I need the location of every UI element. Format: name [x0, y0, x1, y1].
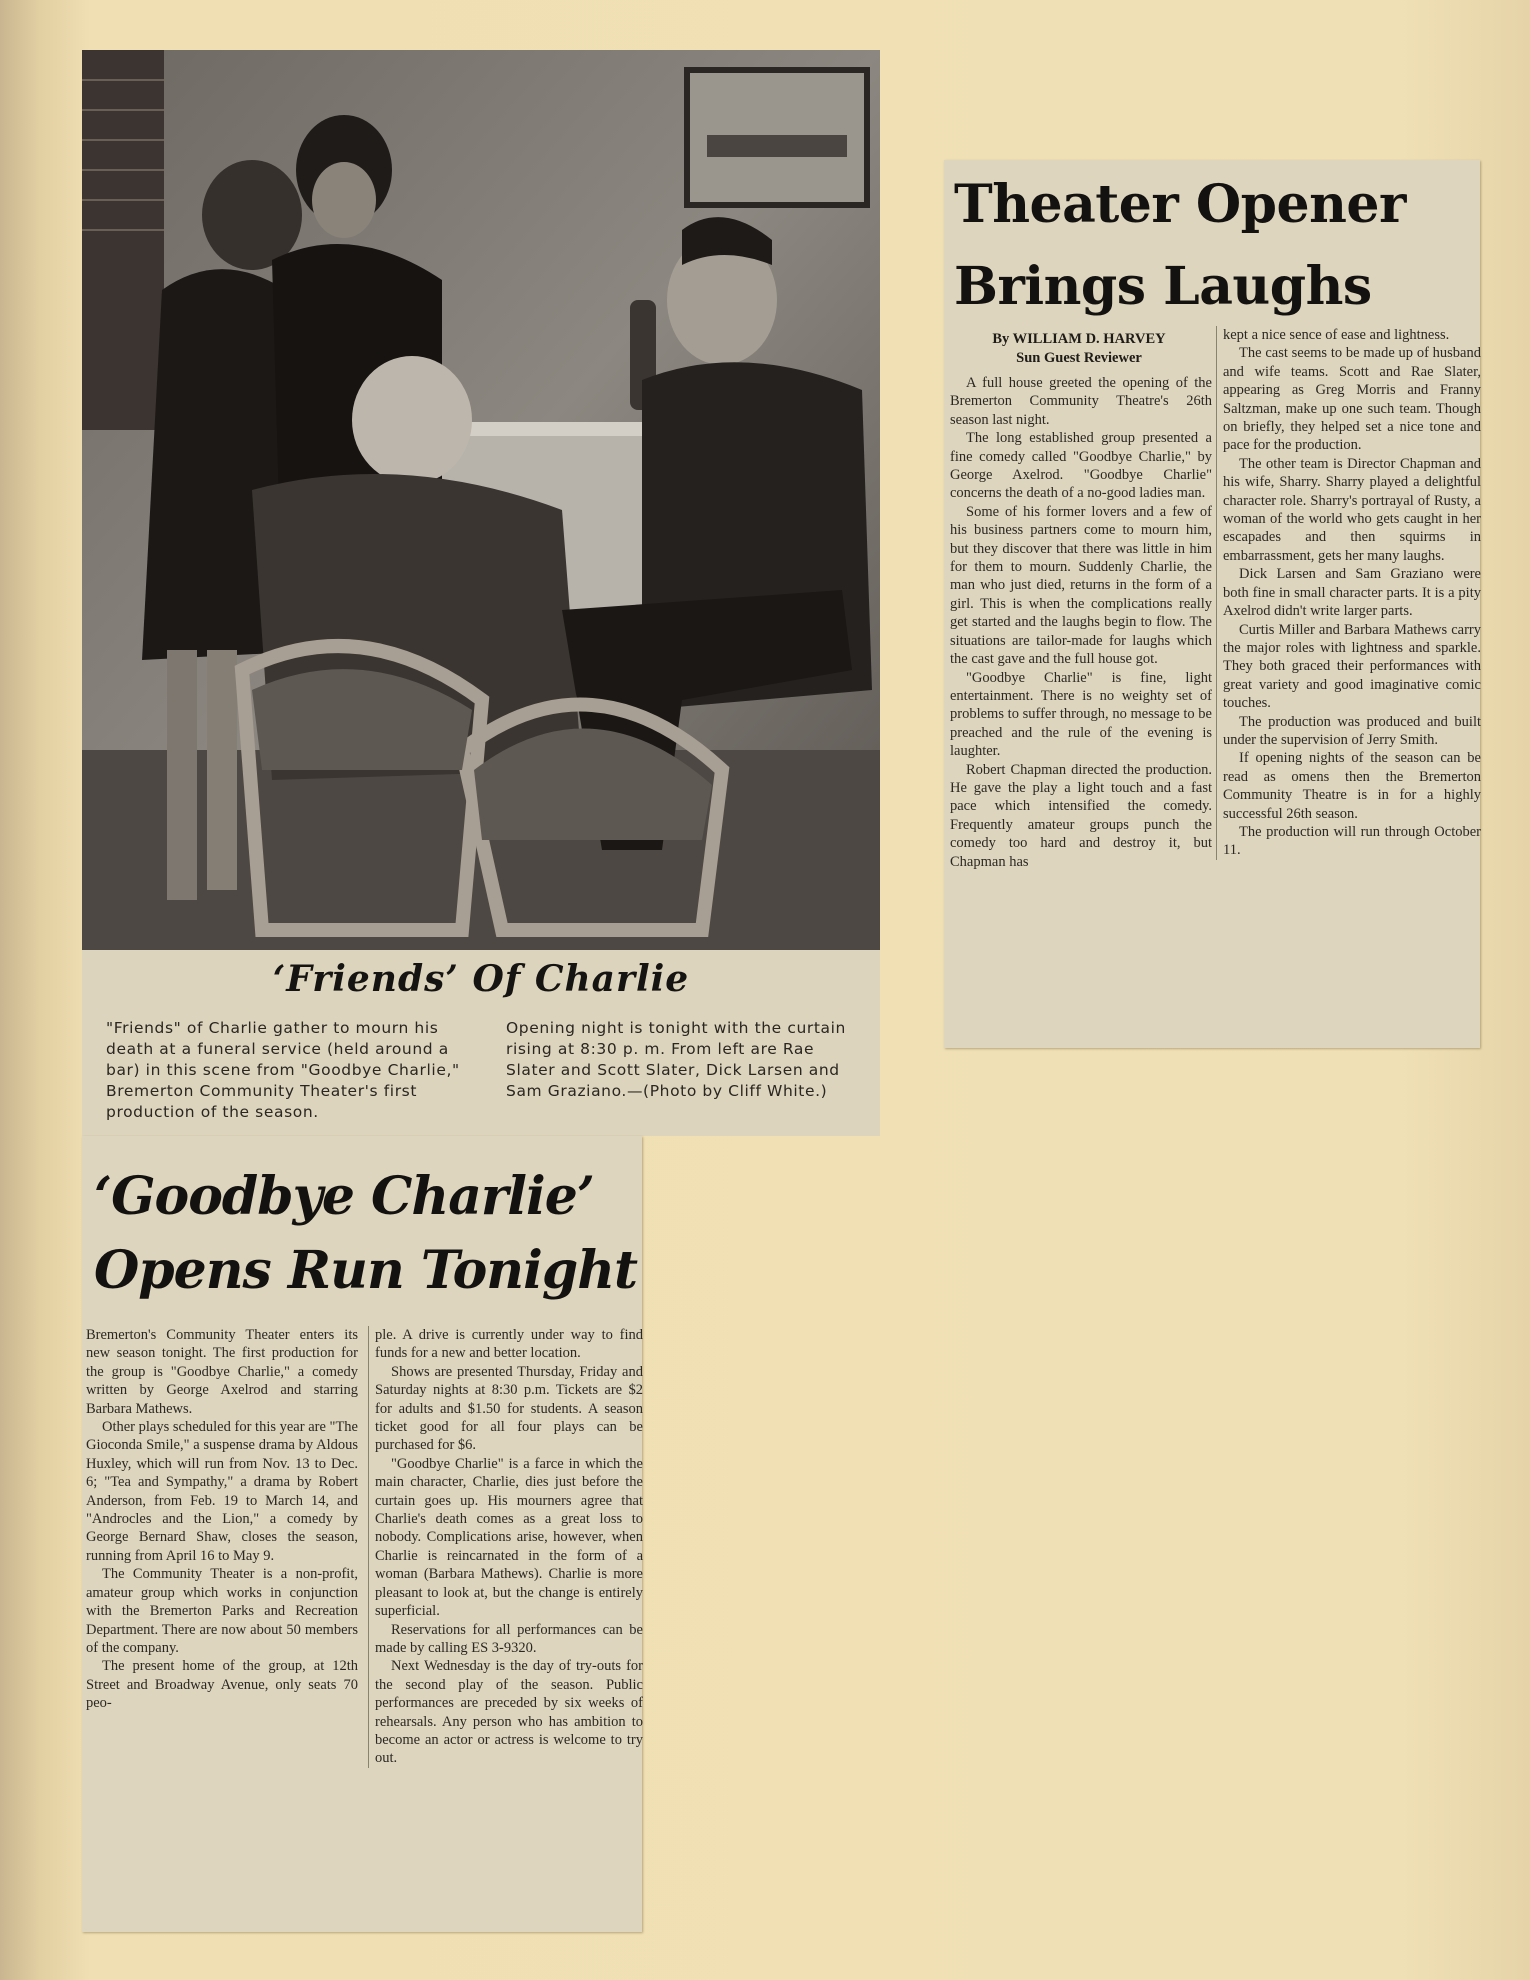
headline-line: Brings Laughs [954, 256, 1372, 317]
article-headline [954, 164, 1474, 328]
paragraph: Shows are presented Thursday, Friday and Saturday nights at 8:30 p.m. Tickets are $2 for adults and $1.50 for students. A season ticket good for all four plays can be purchased for $6. [375, 1363, 643, 1454]
paragraph: ple. A drive is currently under way to find funds for a new and better location. [375, 1327, 643, 1362]
caption-text: "Friends" of Charlie gather to mourn his death at a funeral service (held around a bar) in this scene from "Goodbye Charlie," Bremerton Community Theater's first production of the season. [106, 1019, 460, 1121]
paragraph: Dick Larsen and Sam Graziano were both fine in small character parts. It is a pity Axelrod didn't write larger parts. [1223, 566, 1481, 620]
article-column-2 [368, 1326, 643, 1768]
paragraph: "Goodbye Charlie" is a farce in which the main character, Charlie, dies just before the curtain goes up. His mourners agree that Charlie's death comes as a great loss to nobody. Complications arise, however, when Charlie is reincarnated in the form of a woman (Barbara Mathews). Charlie is more pleasant to look at, but the change is entirely superficial. [375, 1455, 643, 1620]
paragraph: Other plays scheduled for this year are "The Gioconda Smile," a suspense drama by Aldous Huxley, which will run from Nov. 13 to Dec. 6; "Tea and Sympathy," a drama by Robert Anderson, from Feb. 19 to March 14, and "Androcles and the Lion," a comedy by George Bernard Shaw, closes the season, running from April 16 to May 9. [86, 1419, 358, 1564]
article-headline [94, 1160, 638, 1308]
byline-role: Sun Guest Reviewer [1016, 350, 1142, 366]
paragraph: The long established group presented a fine comedy called "Goodbye Charlie," by George Axelrod. "Goodbye Charlie" concerns the death of a no-good ladies man. [950, 430, 1212, 502]
paragraph: The production will run through October 11. [1223, 823, 1481, 859]
paragraph: The cast seems to be made up of husband and wife teams. Scott and Rae Slater, appearing as Greg Morris and Franny Saltzman, make up one such team. Though on briefly, they helped set a nice tone and pace for the production. [1223, 345, 1481, 454]
paragraph: The Community Theater is a non-profit, amateur group which works in conjunction with the Bremerton Parks and Recreation Department. There are now about 50 members of the company. [86, 1566, 358, 1656]
article-column-2 [1216, 326, 1481, 860]
paragraph: The production was produced and built under the supervision of Jerry Smith. [1223, 713, 1481, 748]
paragraph: The present home of the group, at 12th Street and Broadway Avenue, only seats 70 peo- [86, 1658, 358, 1712]
article-goodbye-charlie [82, 1136, 642, 1932]
paragraph: Reservations for all performances can be made by calling ES 3-9320. [375, 1621, 643, 1656]
photo-caption-left [106, 1018, 476, 1123]
caption-text: Opening night is tonight with the curtain rising at 8:30 p. m. From left are Rae Slater and Scott Slater, Dick Larsen and Sam Graziano.—(Photo by Cliff White.) [506, 1019, 846, 1100]
byline [954, 330, 1204, 368]
paragraph: Robert Chapman directed the production. He gave the play a light touch and a fast pace which intensified the comedy. Frequently amateur groups punch the comedy too hard and destroy it, but Chapman has [950, 761, 1212, 870]
newspaper-photo [82, 50, 880, 950]
photo-caption-right [506, 1018, 866, 1102]
headline-line: Opens Run Tonight [94, 1240, 638, 1301]
paragraph: A full house greeted the opening of the Bremerton Community Theatre's 26th season last night. [950, 375, 1212, 428]
photo-title: ‘Friends’ Of Charlie [272, 958, 690, 1000]
headline-line: ‘Goodbye Charlie’ [94, 1166, 594, 1227]
photo-caption-area [82, 950, 880, 1136]
paragraph: If opening nights of the season can be read as omens then the Bremerton Community Theatre is in for a highly successful 26th season. [1223, 750, 1481, 822]
article-theater-opener [944, 160, 1480, 1048]
paragraph: The other team is Director Chapman and his wife, Sharry. Sharry played a delightful character role. Sharry's portrayal of Rusty, a woman of the world who gets caught in her escapades and then squirms in embarrassment, gets her many laughs. [1223, 455, 1481, 564]
paragraph: Some of his former lovers and a few of his business partners come to mourn him, but they discover that there was little in him for them to mourn. Suddenly Charlie, the man who just died, returns in the form of a girl. This is when the complications really get started and the laughs begin to flow. The situations are tailor-made for laughs which the cast gave and the full house got. [950, 503, 1212, 668]
paragraph: Next Wednesday is the day of try-outs for the second play of the season. Public performances are preceded by six weeks of rehearsals. Any person who has ambition to become an actor or actress is welcome to try out. [375, 1658, 643, 1767]
paragraph: Curtis Miller and Barbara Mathews carry the major roles with lightness and sparkle. They both graced their performances with great variety and good imaginative comic touches. [1223, 621, 1481, 712]
paragraph: Bremerton's Community Theater enters its new season tonight. The first production for the group is "Goodbye Charlie," a comedy written by George Axelrod and starring Barbara Mathews. [86, 1327, 358, 1417]
photo-image [82, 50, 880, 950]
paragraph: kept a nice sence of ease and lightness. [1223, 327, 1450, 343]
article-column-1 [86, 1326, 358, 1713]
headline-line: Theater Opener [954, 174, 1406, 235]
paragraph: "Goodbye Charlie" is fine, light entertainment. There is no weighty set of problems to suffer through, no message to be preached and the rule of the evening is laughter. [950, 669, 1212, 760]
article-column-1 [950, 374, 1212, 871]
byline-name: By WILLIAM D. HARVEY [992, 331, 1166, 347]
